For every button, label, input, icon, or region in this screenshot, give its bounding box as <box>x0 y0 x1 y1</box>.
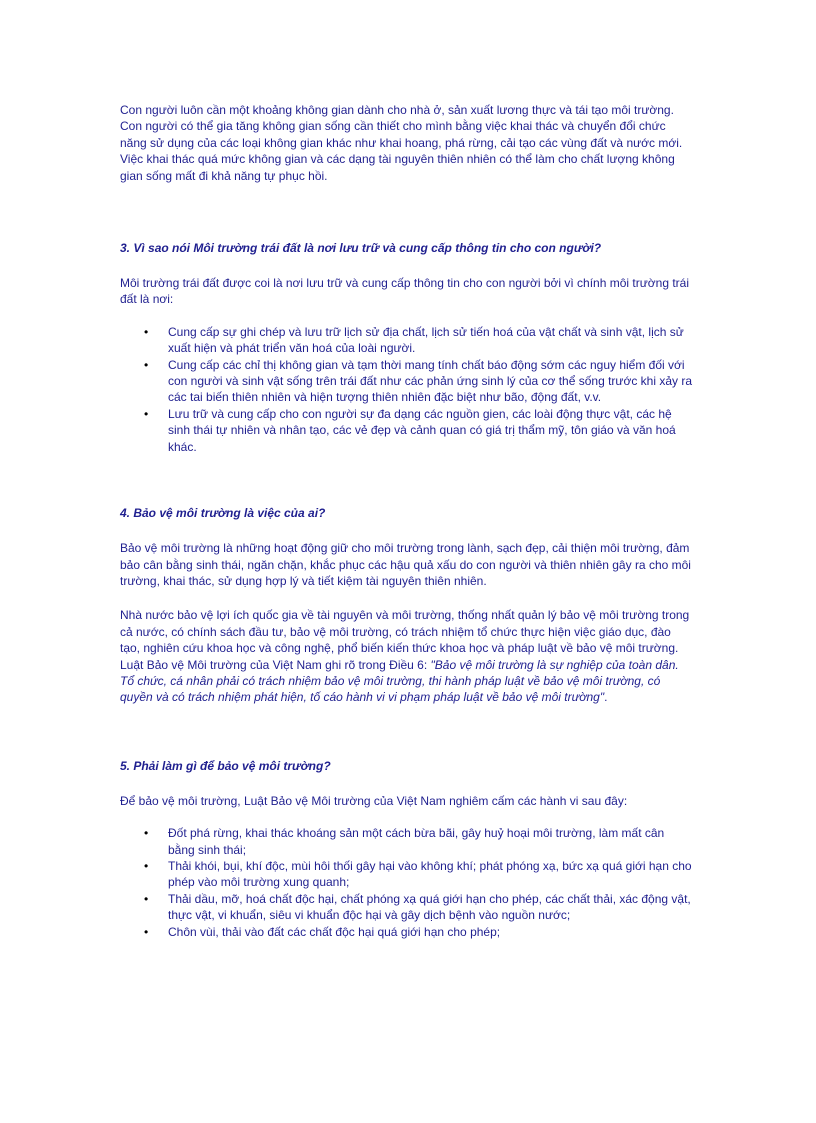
bullet-icon: • <box>144 924 149 939</box>
section-5-heading: 5. Phải làm gì để bảo vệ môi trường? <box>120 758 331 773</box>
bullet-icon: • <box>144 826 149 841</box>
bullet-icon: • <box>144 891 149 906</box>
bullet-icon: • <box>144 324 149 339</box>
list-item: • Lưu trữ và cung cấp cho con người sự đa dạng các nguồn gien, các loài động thực vật, các hệ sinh thái tự nhiên và nhân tạo, các vẻ đẹp và cảnh quan có giá trị thẩm mỹ, tôn giáo và văn hoá khác. <box>144 406 676 454</box>
section-3-list <box>120 324 692 455</box>
bullet-icon: • <box>144 858 149 873</box>
section-4-paragraph-1: Bảo vệ môi trường là những hoạt động giữ cho môi trường trong lành, sạch đẹp, cải thiện môi trường, đảm bảo cân bằng sinh thái, ngăn chặn, khắc phục các hậu quả xấu do con người và thiên nhiên gây ra cho môi trường, khai thác, sử dụng hợp lý và tiết kiệm tài nguyên thiên nhiên. <box>120 541 691 588</box>
section-4-heading: 4. Bảo vệ môi trường là việc của ai? <box>120 506 326 521</box>
bullet-icon: • <box>144 357 149 372</box>
document-page <box>120 102 692 940</box>
list-item: • Chôn vùi, thải vào đất các chất độc hại quá giới hạn cho phép; <box>144 924 501 939</box>
bullet-icon: • <box>144 406 149 421</box>
section-5-list <box>120 825 692 940</box>
law-quote: "Bảo vệ môi trường là sự nghiệp của toàn dân. Tổ chức, cá nhân phải có trách nhiệm bảo vệ môi trường, thi hành pháp luật về bảo vệ môi trường, có quyền và có trách nhiệm phát hiện, tố cáo hành vi vi phạm pháp luật về bảo vệ môi trường" <box>120 657 679 705</box>
section-3-lead: Môi trường trái đất được coi là nơi lưu trữ và cung cấp thông tin cho con người bởi vì chính môi trường trái đất là nơi: <box>120 276 689 307</box>
list-item: • Thải khói, bụi, khí độc, mùi hôi thối gây hại vào không khí; phát phóng xạ, bức xạ quá giới hạn cho phép vào môi trường xung quanh; <box>144 858 692 890</box>
section-3-heading: 3. Vì sao nói Môi trường trái đất là nơi lưu trữ và cung cấp thông tin cho con người? <box>120 241 602 256</box>
list-item: • Cung cấp các chỉ thị không gian và tạm thời mang tính chất báo động sớm các nguy hiểm đối với con người và sinh vật sống trên trái đất như các phản ứng sinh lý của cơ thể sống trước khi xảy ra các tai biến thiên nhiên và hiện tượng thiên nhiên đặc biệt như bão, động đất, v.v. <box>144 357 693 405</box>
list-item: • Cung cấp sự ghi chép và lưu trữ lịch sử địa chất, lịch sử tiến hoá của vật chất và sinh vật, lịch sử xuất hiện và phát triển văn hoá của loài người. <box>144 324 684 356</box>
section-5-lead: Để bảo vệ môi trường, Luật Bảo vệ Môi trường của Việt Nam nghiêm cấm các hành vi sau đây: <box>120 793 628 808</box>
list-item: • Thải dầu, mỡ, hoá chất độc hại, chất phóng xạ quá giới hạn cho phép, các chất thải, xác động vật, thực vật, vi khuẩn, siêu vi khuẩn độc hại và gây dịch bệnh vào nguồn nước; <box>144 891 691 923</box>
list-item: • Đốt phá rừng, khai thác khoáng sản một cách bừa bãi, gây huỷ hoại môi trường, làm mất cân bằng sinh thái; <box>144 826 665 857</box>
section-4-paragraph-2: Nhà nước bảo vệ lợi ích quốc gia về tài nguyên và môi trường, thống nhất quản lý bảo vệ môi trường trong cả nước, có chính sách đầu tư, bảo vệ môi trường, có trách nhiệm tổ chức thực hiện việc giáo dục, đào tạo, nghiên cứu khoa học và công nghệ, phổ biến kiến thức khoa học và pháp luật về bảo vệ môi trường. Luật Bảo vệ Môi trường của Việt Nam ghi rõ trong Điều 6: "Bảo vệ môi trường là sự nghiệp của toàn dân. Tổ chức, cá nhân phải có trách nhiệm bảo vệ môi trường, thi hành pháp luật về bảo vệ môi trường, có quyền và có trách nhiệm phát hiện, tố cáo hành vi vi phạm pháp luật về bảo vệ môi trường". <box>120 608 690 705</box>
intro-paragraph: Con người luôn cần một khoảng không gian dành cho nhà ở, sản xuất lương thực và tái tạo môi trường. Con người có thể gia tăng không gian sống cần thiết cho mình bằng việc khai thác và chuyển đổi chức năng sử dụng của các loại không gian khác như khai hoang, phá rừng, cải tạo các vùng đất và nước mới. Việc khai thác quá mức không gian và các dạng tài nguyên thiên nhiên có thể làm cho chất lượng không gian sống mất đi khả năng tự phục hồi. <box>120 103 683 183</box>
